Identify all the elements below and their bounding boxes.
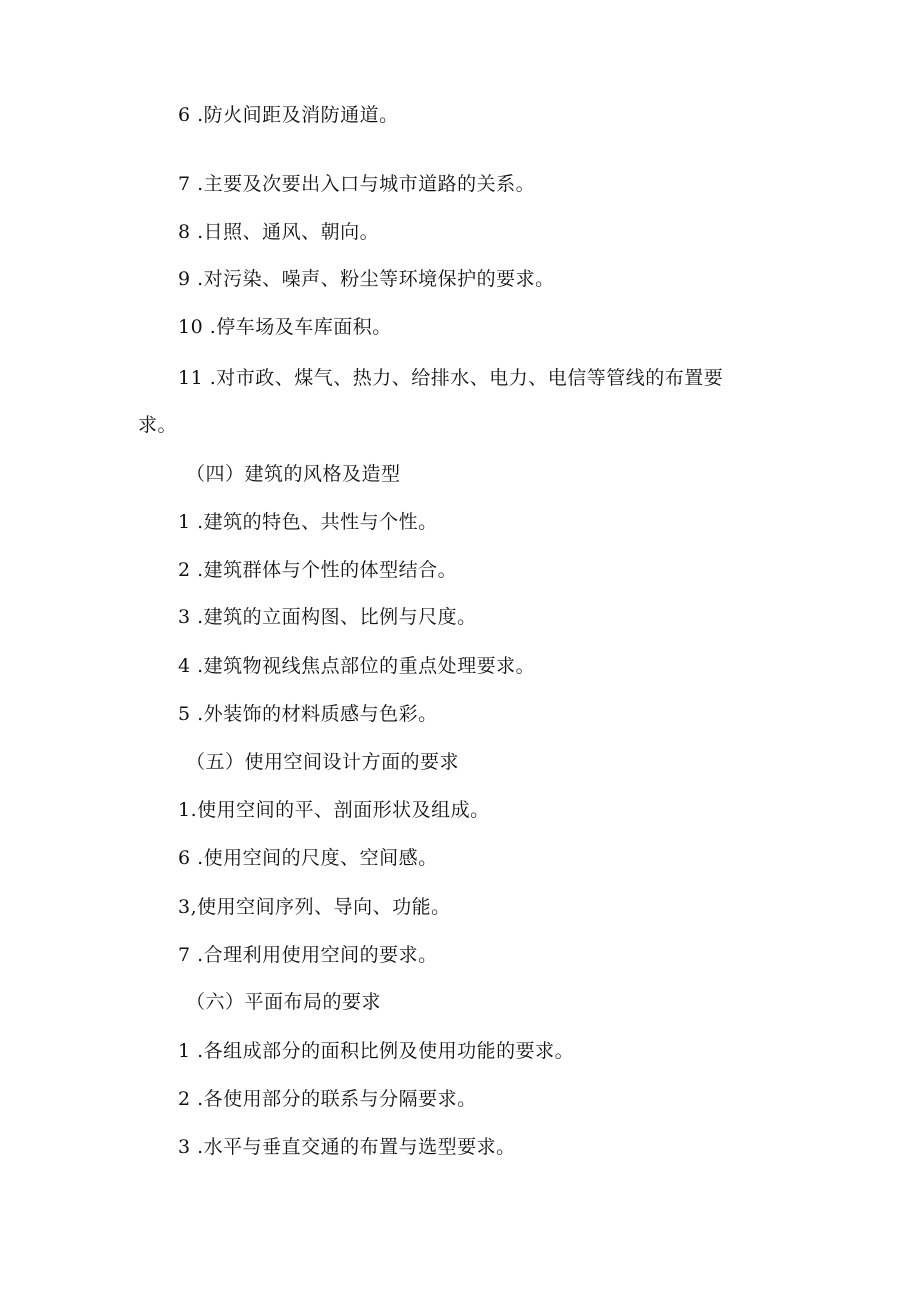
- list-item-area-ratio: 1 .各组成部分的面积比例及使用功能的要求。: [178, 1040, 575, 1062]
- list-item-pipelines: 11 .对市政、煤气、热力、给排水、电力、电信等管线的布置要: [178, 367, 724, 389]
- list-item-massing: 2 .建筑群体与个性的体型结合。: [178, 559, 458, 581]
- list-item-circulation: 3 .水平与垂直交通的布置与选型要求。: [178, 1136, 516, 1158]
- list-item-usage: 7 .合理利用使用空间的要求。: [178, 944, 438, 966]
- list-item-pipelines-continued: 求。: [138, 414, 178, 436]
- section-heading-style: （四）建筑的风格及造型: [186, 463, 401, 485]
- list-item-scale: 6 .使用空间的尺度、空间感。: [178, 847, 438, 869]
- list-item-plan-section: 1.使用空间的平、剖面形状及组成。: [178, 799, 490, 821]
- list-item-sequence: 3,使用空间序列、导向、功能。: [178, 896, 451, 918]
- list-item-sunlight: 8 .日照、通风、朝向。: [178, 221, 380, 243]
- list-item-parking: 10 .停车场及车库面积。: [178, 316, 392, 338]
- list-item-environment: 9 .对污染、噪声、粉尘等环境保护的要求。: [178, 268, 555, 290]
- section-heading-space: （五）使用空间设计方面的要求: [186, 751, 460, 773]
- section-heading-layout: （六）平面布局的要求: [186, 991, 382, 1013]
- list-item-features: 1 .建筑的特色、共性与个性。: [178, 511, 438, 533]
- list-item-entrances: 7 .主要及次要出入口与城市道路的关系。: [178, 173, 536, 195]
- list-item-focal-point: 4 .建筑物视线焦点部位的重点处理要求。: [178, 655, 536, 677]
- list-item-connection: 2 .各使用部分的联系与分隔要求。: [178, 1088, 477, 1110]
- list-item-materials: 5 .外装饰的材料质感与色彩。: [178, 703, 438, 725]
- list-item-facade: 3 .建筑的立面构图、比例与尺度。: [178, 606, 477, 628]
- list-item-fire-spacing: 6 .防火间距及消防通道。: [178, 104, 399, 126]
